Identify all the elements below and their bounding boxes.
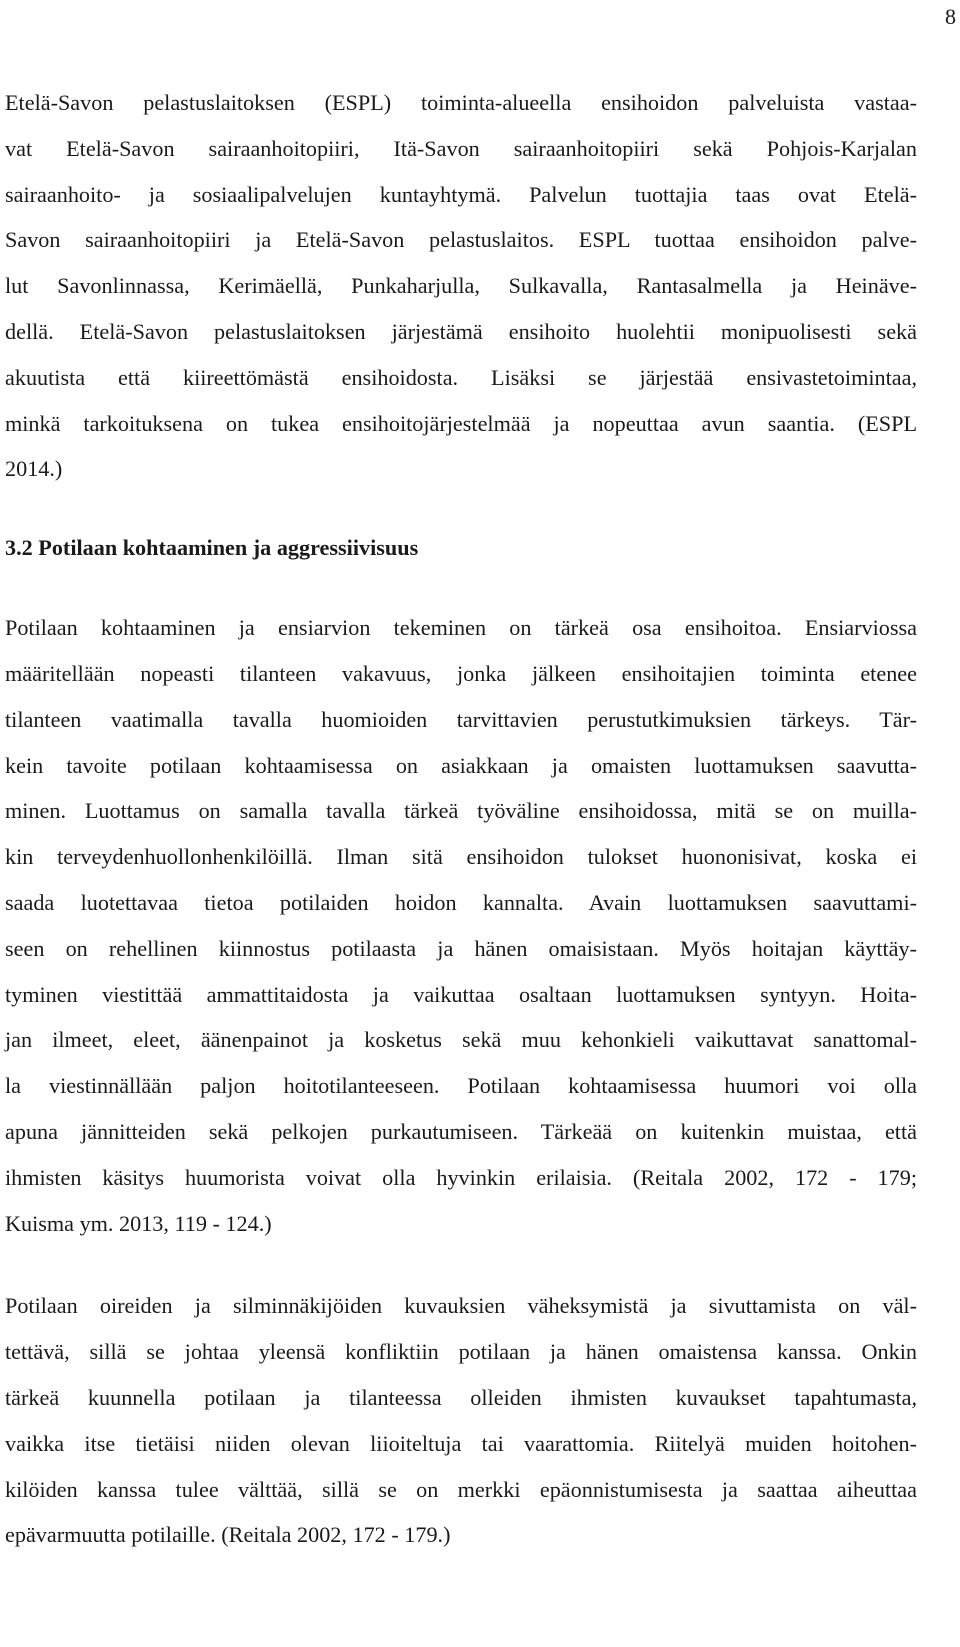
text-line: minen. Luottamus on samalla tavalla tärkeä työväline ensihoidossa, mitä se on muilla- — [5, 798, 917, 824]
text-line: saada luotettavaa tietoa potilaiden hoidon kannalta. Avain luottamuksen saavuttami- — [5, 889, 917, 915]
text-line: Kuisma ym. 2013, 119 - 124.) — [5, 1210, 272, 1236]
text-line: epävarmuutta potilaille. (Reitala 2002, 172 - 179.) — [5, 1522, 451, 1548]
text-line: seen on rehellinen kiinnostus potilaasta ja hänen omaisistaan. Myös hoitajan käyttäy- — [5, 935, 917, 961]
text-line: vat Etelä-Savon sairaanhoitopiiri, Itä-Savon sairaanhoitopiiri sekä Pohjois-Karjalan — [5, 135, 917, 161]
section-heading: 3.2 Potilaan kohtaaminen ja aggressiivisuus — [5, 535, 419, 561]
text-line: vaikka itse tietäisi niiden olevan liioiteltuja tai vaarattomia. Riitelyä muiden hoitohen- — [5, 1430, 917, 1456]
text-line: kein tavoite potilaan kohtaamisessa on asiakkaan ja omaisten luottamuksen saavutta- — [5, 752, 917, 778]
paragraph-conflict-avoidance — [5, 1283, 917, 1558]
text-line: akuutista että kiireettömästä ensihoidosta. Lisäksi se järjestää ensivastetoimintaa, — [5, 364, 917, 390]
text-line: Savon sairaanhoitopiiri ja Etelä-Savon pelastuslaitos. ESPL tuottaa ensihoidon palve- — [5, 227, 917, 253]
text-line: Potilaan oireiden ja silminnäkijöiden kuvauksien väheksymistä ja sivuttamista on väl- — [5, 1293, 917, 1319]
text-line: Etelä-Savon pelastuslaitoksen (ESPL) toiminta-alueella ensihoidon palveluista vastaa- — [5, 90, 917, 115]
text-line: tilanteen vaatimalla tavalla huomioiden tarvittavien perustutkimuksien tärkeys. Tär- — [5, 706, 917, 732]
text-line: sairaanhoito- ja sosiaalipalvelujen kuntayhtymä. Palvelun tuottajia taas ovat Etelä- — [5, 181, 917, 207]
paragraph-patient-encounter — [5, 605, 917, 1246]
text-line: minkä tarkoituksena on tukea ensihoitojärjestelmää ja nopeuttaa avun saantia. (ESPL — [5, 410, 917, 436]
text-line: kilöiden kanssa tulee välttää, sillä se on merkki epäonnistumisesta ja saattaa aiheuttaa — [5, 1476, 917, 1502]
text-line: tettävä, sillä se johtaa yleensä konfliktiin potilaan ja hänen omaistensa kanssa. Onkin — [5, 1339, 917, 1365]
paragraph-espl-services — [5, 80, 917, 492]
text-line: 2014.) — [5, 456, 63, 482]
text-line: la viestinnällään paljon hoitotilanteeseen. Potilaan kohtaamisessa huumori voi olla — [5, 1073, 917, 1099]
text-line: dellä. Etelä-Savon pelastuslaitoksen järjestämä ensihoito huolehtii monipuolisesti sekä — [5, 318, 917, 344]
text-line: tärkeä kuunnella potilaan ja tilanteessa olleiden ihmisten kuvaukset tapahtumasta, — [5, 1384, 917, 1410]
text-line: Potilaan kohtaaminen ja ensiarvion tekeminen on tärkeä osa ensihoitoa. Ensiarviossa — [5, 615, 917, 641]
text-line: määritellään nopeasti tilanteen vakavuus, jonka jälkeen ensihoitajien toiminta etenee — [5, 660, 917, 686]
text-line: ihmisten käsitys huumorista voivat olla hyvinkin erilaisia. (Reitala 2002, 172 - 179; — [5, 1164, 917, 1190]
text-line: kin terveydenhuollonhenkilöillä. Ilman sitä ensihoidon tulokset huononisivat, koska ei — [5, 844, 917, 870]
text-line: apuna jännitteiden sekä pelkojen purkautumiseen. Tärkeää on kuitenkin muistaa, että — [5, 1118, 917, 1144]
page-number: 8 — [945, 4, 956, 29]
text-line: jan ilmeet, eleet, äänenpainot ja kosketus sekä muu kehonkieli vaikuttavat sanattomal- — [5, 1027, 917, 1053]
document-body — [5, 80, 917, 1558]
text-line: lut Savonlinnassa, Kerimäellä, Punkaharjulla, Sulkavalla, Rantasalmella ja Heinäve- — [5, 273, 917, 299]
text-line: tyminen viestittää ammattitaidosta ja vaikuttaa osaltaan luottamuksen syntyyn. Hoita- — [5, 981, 917, 1007]
